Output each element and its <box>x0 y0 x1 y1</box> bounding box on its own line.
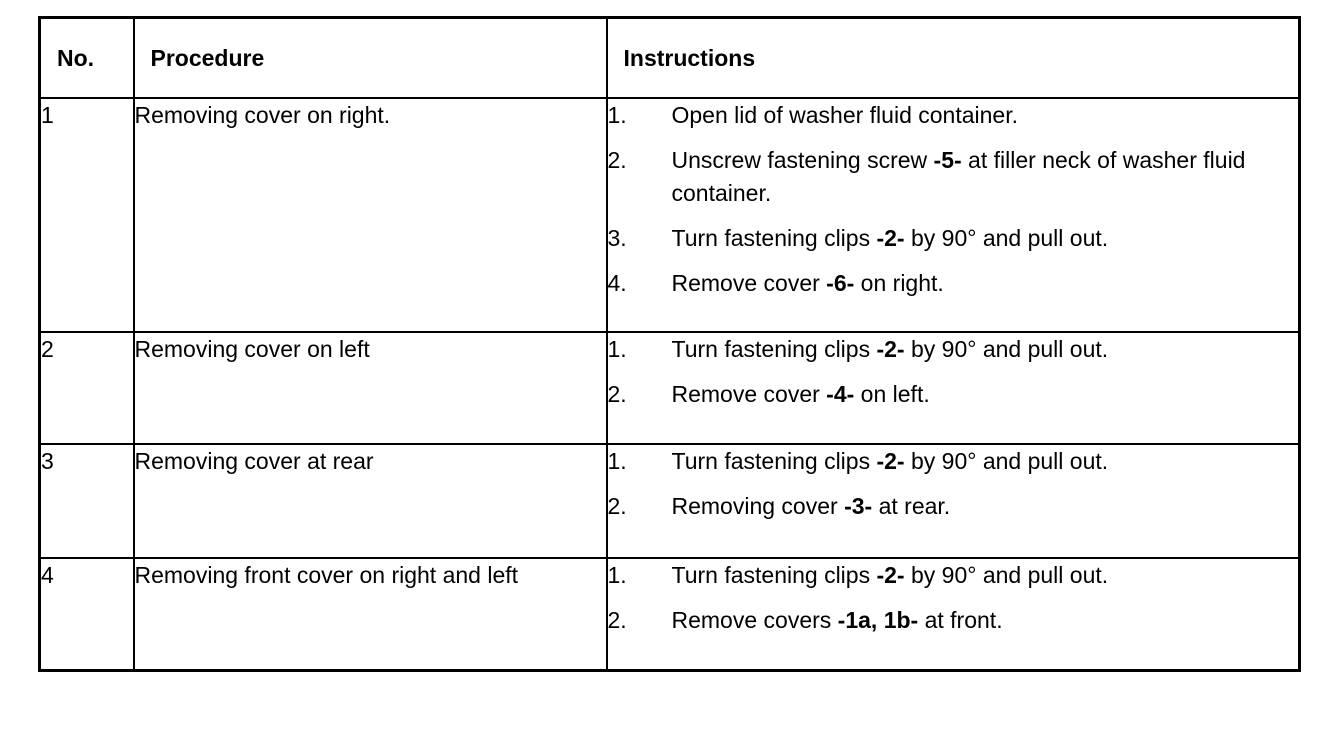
instructions-cell <box>607 558 1300 671</box>
header-no: No. <box>40 18 134 99</box>
step-text-part: by 90° and pull out. <box>904 562 1109 588</box>
step-number: 1. <box>607 336 627 362</box>
instructions-cell <box>607 98 1300 332</box>
table-body <box>40 98 1300 671</box>
step-text <box>672 267 1299 300</box>
step-text-part: Turn fastening clips <box>671 336 877 362</box>
part-reference: -2- <box>876 225 905 251</box>
header-row <box>40 18 1300 99</box>
step-text-part: on right. <box>854 270 944 296</box>
instruction-step <box>608 99 1299 132</box>
step-text-part: Turn fastening clips <box>671 225 877 251</box>
step-text <box>672 222 1299 255</box>
procedure-cell: Removing cover on left <box>134 332 607 444</box>
instruction-step <box>608 559 1299 592</box>
step-number: 4. <box>607 270 627 296</box>
header-procedure: Procedure <box>134 18 607 99</box>
step-text <box>672 559 1299 592</box>
part-reference: -1a, 1b- <box>837 607 919 633</box>
step-text-part: Remove covers <box>671 607 838 633</box>
step-text-part: at rear. <box>872 493 951 519</box>
step-text <box>672 490 1299 523</box>
step-text-part: Remove cover <box>671 270 827 296</box>
step-text <box>672 144 1299 210</box>
row-number: 1 <box>40 98 134 332</box>
step-number: 1. <box>607 562 627 588</box>
instruction-step <box>608 222 1299 255</box>
procedure-cell: Removing front cover on right and left <box>134 558 607 671</box>
instruction-step <box>608 378 1299 411</box>
step-number: 1. <box>607 102 627 128</box>
procedure-cell: Removing cover at rear <box>134 444 607 558</box>
step-text-part: at filler neck of washer fluid container. <box>671 147 1246 206</box>
step-number: 2. <box>607 147 627 173</box>
step-text-part: by 90° and pull out. <box>904 448 1109 474</box>
step-text-part: on left. <box>854 381 930 407</box>
header-instructions: Instructions <box>607 18 1300 99</box>
step-number: 2. <box>607 607 627 633</box>
step-text <box>672 333 1299 366</box>
table-row <box>40 558 1300 671</box>
step-number: 1. <box>607 448 627 474</box>
step-text-part: Open lid of washer fluid container. <box>671 102 1018 128</box>
part-reference: -5- <box>933 147 962 173</box>
table-row <box>40 444 1300 558</box>
step-text-part: Removing cover <box>671 493 845 519</box>
instruction-step <box>608 144 1299 210</box>
step-text-part: Unscrew fastening screw <box>671 147 934 173</box>
step-number: 2. <box>607 493 627 519</box>
part-reference: -4- <box>826 381 855 407</box>
step-text-part: by 90° and pull out. <box>904 225 1109 251</box>
step-text-part: Turn fastening clips <box>671 562 877 588</box>
step-text-part: Turn fastening clips <box>671 448 877 474</box>
instructions-cell <box>607 444 1300 558</box>
part-reference: -6- <box>826 270 855 296</box>
step-text <box>672 99 1299 132</box>
instruction-step <box>608 333 1299 366</box>
part-reference: -2- <box>876 448 905 474</box>
step-text <box>672 604 1299 637</box>
instruction-step <box>608 604 1299 637</box>
part-reference: -2- <box>876 562 905 588</box>
row-number: 2 <box>40 332 134 444</box>
part-reference: -2- <box>876 336 905 362</box>
step-number: 3. <box>607 225 627 251</box>
instructions-cell <box>607 332 1300 444</box>
table-row <box>40 332 1300 444</box>
part-reference: -3- <box>844 493 873 519</box>
step-text-part: Remove cover <box>671 381 827 407</box>
instruction-step <box>608 267 1299 300</box>
step-text-part: by 90° and pull out. <box>904 336 1109 362</box>
step-text-part: at front. <box>918 607 1003 633</box>
step-number: 2. <box>607 381 627 407</box>
row-number: 4 <box>40 558 134 671</box>
row-number: 3 <box>40 444 134 558</box>
instruction-step <box>608 445 1299 478</box>
instruction-step <box>608 490 1299 523</box>
table-row <box>40 98 1300 332</box>
step-text <box>672 378 1299 411</box>
procedure-cell: Removing cover on right. <box>134 98 607 332</box>
procedure-table <box>38 16 1301 672</box>
step-text <box>672 445 1299 478</box>
